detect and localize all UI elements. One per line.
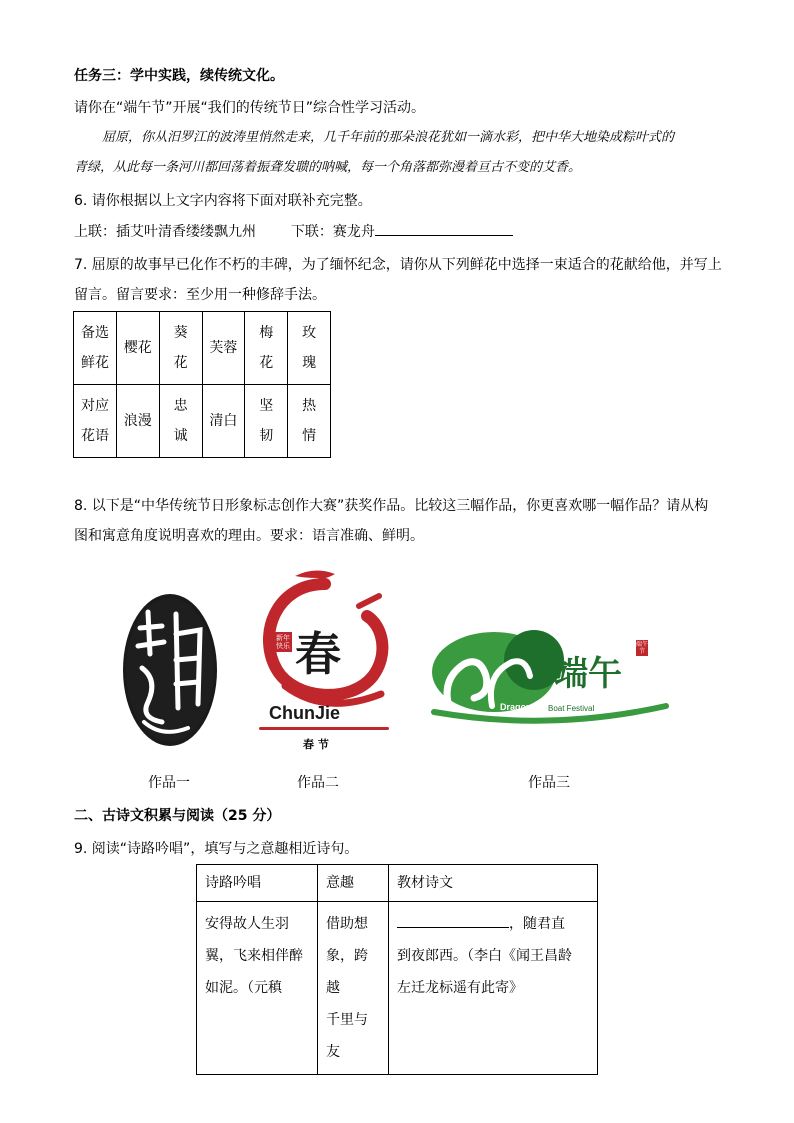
poem-answer-blank[interactable] xyxy=(397,927,509,928)
cell-meaning: 热情 xyxy=(288,385,331,458)
q8-line-1: 8. 以下是“中华传统节日形象标志创作大赛”获奖作品。比较这三幅作品，你更喜欢哪一幅作品？请从构 xyxy=(74,498,709,514)
work3-seal: 端午节 xyxy=(636,641,649,655)
work2-sub: 春 节 xyxy=(303,738,329,751)
cell-header-flowers: 备选鲜花 xyxy=(74,312,117,385)
work2-text: ChunJie xyxy=(269,703,341,723)
cell-meaning: 坚韧 xyxy=(245,385,288,458)
brush-stroke xyxy=(259,724,389,732)
work3-logo xyxy=(430,620,670,730)
cell-meaning: 浪漫 xyxy=(116,385,159,458)
work2-logo xyxy=(255,566,395,766)
cell-flower: 梅花 xyxy=(245,312,288,385)
meaning-row xyxy=(74,385,331,458)
work3-en1: Dragon xyxy=(500,702,532,712)
couplet-lower: 下联：赛龙舟 xyxy=(290,224,375,240)
poetry-table xyxy=(196,864,598,1075)
work1-logo xyxy=(118,590,222,750)
task3-intro: 请你在“端午节”开展“我们的传统节日”综合性学习活动。 xyxy=(74,100,426,116)
textbook-cell: ，随君直 到夜郎西。（李白《闻王昌龄 左迁龙标遥有此寄》 xyxy=(389,902,598,1075)
poem-cell: 安得故人生羽 翼，飞来相伴醉 如泥。（元稹 xyxy=(197,902,318,1075)
cell-flower: 葵花 xyxy=(159,312,202,385)
flower-row xyxy=(74,312,331,385)
cell-flower: 樱花 xyxy=(116,312,159,385)
q7-line-2: 留言。留言要求：至少用一种修辞手法。 xyxy=(74,287,326,303)
q9-text: 9. 阅读“诗路吟唱”，填写与之意趣相近诗句。 xyxy=(74,841,359,857)
poetry-row xyxy=(197,902,598,1075)
work3-text: 端午 xyxy=(554,654,622,694)
dragon-icon xyxy=(430,620,670,730)
couplet xyxy=(74,222,513,242)
header-poem: 诗路吟唱 xyxy=(197,865,318,902)
work3-en2: Boat Festival xyxy=(548,704,595,713)
meaning-cell: 借助想 象，跨越 千里与友 xyxy=(318,902,389,1075)
work2-seal: 新年快乐 xyxy=(276,634,290,650)
couplet-upper: 上联：插艾叶清香缕缕飘九州 xyxy=(74,224,256,240)
cell-header-meanings: 对应花语 xyxy=(74,385,117,458)
cell-flower: 玫瑰 xyxy=(288,312,331,385)
cell-flower: 芙蓉 xyxy=(202,312,245,385)
work2-char: 春 xyxy=(295,627,341,681)
passage-line-2: 青绿，从此每一条河川都回荡着振聋发聩的呐喊，每一个角落都弥漫着亘古不变的艾香。 xyxy=(74,160,582,175)
cell-meaning: 忠诚 xyxy=(159,385,202,458)
caption-work2: 作品二 xyxy=(297,775,339,791)
q8-line-2: 图和寓意角度说明喜欢的理由。要求：语言准确、鲜明。 xyxy=(74,528,424,544)
q6-text: 6. 请你根据以上文字内容将下面对联补充完整。 xyxy=(74,193,372,209)
caption-work1: 作品一 xyxy=(148,775,190,791)
couplet-answer-blank[interactable] xyxy=(375,235,513,236)
header-textbook: 教材诗文 xyxy=(389,865,598,902)
header-meaning: 意趣 xyxy=(318,865,389,902)
passage-line-1: 屈原，你从汨罗江的波涛里悄然走来，几千年前的那朵浪花犹如一滴水彩，把中华大地染成粽叶式的 xyxy=(102,130,675,145)
poetry-header-row xyxy=(197,865,598,902)
caption-work3: 作品三 xyxy=(528,775,570,791)
flower-table xyxy=(73,311,331,458)
section2-title: 二、古诗文积累与阅读（25 分） xyxy=(74,808,281,824)
cell-meaning: 清白 xyxy=(202,385,245,458)
q7-line-1: 7. 屈原的故事早已化作不朽的丰碑，为了缅怀纪念，请你从下列鲜花中选择一束适合的花献给他，并写上 xyxy=(74,257,722,273)
task3-title: 任务三：学中实践，续传统文化。 xyxy=(74,68,284,84)
